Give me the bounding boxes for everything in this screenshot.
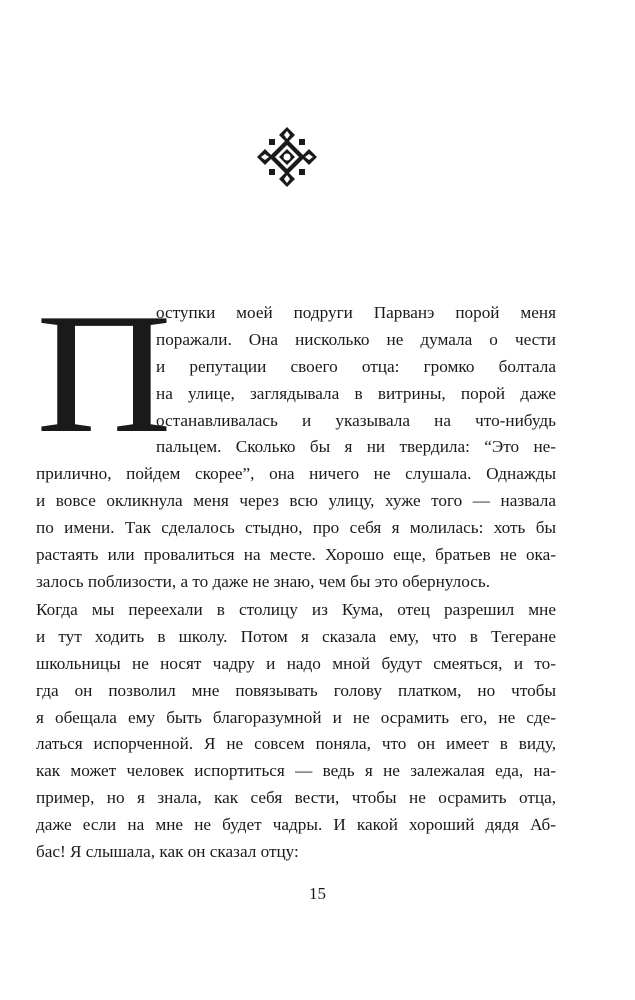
paragraph-line: и тут ходить в школу. Потом я сказала ему, что в Тегеране	[36, 626, 556, 646]
ornament-icon	[255, 125, 319, 189]
page-number: 15	[309, 884, 326, 903]
paragraph-line: гда он позволил мне повязывать голову платком, но чтобы	[36, 680, 556, 700]
paragraph-line: я обещала ему быть благоразумной и не осрамить его, не сде-	[36, 707, 556, 727]
paragraph-line: даже если на мне не будет чадры. И какой хороший дядя Аб-	[36, 815, 556, 835]
paragraph-line: бас! Я слышала, как он сказал отцу:	[36, 842, 299, 862]
paragraph-2	[36, 597, 556, 866]
paragraph-line: школьницы не носят чадру и надо мной будут смеяться, и то-	[36, 653, 556, 673]
paragraph-line: Когда мы переехали в столицу из Кума, отец разрешил мне	[36, 600, 556, 619]
paragraph-line: как может человек испортиться — ведь я не залежалая еда, на-	[36, 761, 556, 781]
paragraph-line: пальцем. Сколько бы я ни твердила: “Это не-	[156, 437, 556, 457]
paragraph-line: на улице, заглядывала в витрины, порой даже	[156, 383, 556, 403]
paragraph-line: пример, но я знала, как себя вести, чтобы не осрамить отца,	[36, 788, 556, 808]
paragraph-1	[36, 300, 556, 596]
paragraph-line: и репутации своего отца: громко болтала	[156, 356, 556, 376]
paragraph-line: по имени. Так сделалось стыдно, про себя я молилась: хоть бы	[36, 518, 556, 538]
paragraph-line: прилично, пойдем скорее”, она ничего не слушала. Однажды	[36, 464, 556, 484]
paragraph-line: залось поблизости, а то даже не знаю, чем бы это обернулось.	[36, 571, 490, 591]
svg-text:П: П	[36, 300, 172, 440]
paragraph-line: и вовсе окликнула меня через всю улицу, хуже того — назвала	[36, 491, 556, 511]
paragraph-line: поражали. Она нисколько не думала о чести	[156, 329, 556, 349]
paragraph-line: оступки моей подруги Парванэ порой меня	[156, 303, 556, 322]
paragraph-line: останавливалась и указывала на что-нибудь	[156, 410, 556, 430]
paragraph-line: латься испорченной. Я не совсем поняла, что он имеет в виду,	[36, 734, 556, 754]
paragraph-line: растаять или провалиться на месте. Хорошо еще, братьев не ока-	[36, 545, 556, 565]
